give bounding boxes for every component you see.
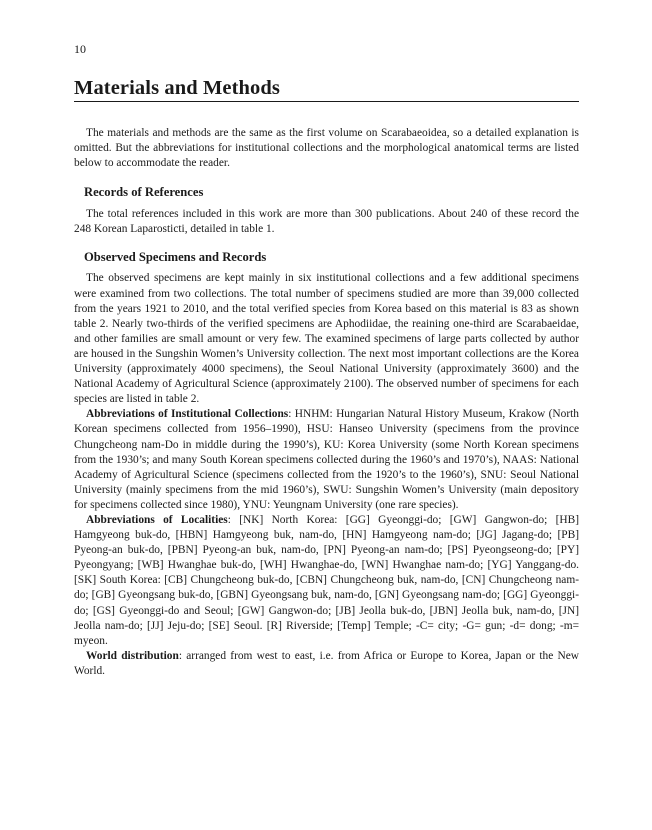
distribution-label: World distribution bbox=[86, 649, 179, 662]
localities-text: : [NK] North Korea: [GG] Gyeonggi-do; [GW] Gangwon-do; [HB] Hamgyeong buk-do, [HBN] Hamgyeong buk, nam-do, [HN] Hamgyeong nam-do; [JG] Jagang-do; [PB] Pyeong-an buk-do, [PBN] Pyeong-an buk, nam-do, [PN] Pyeong-an nam-do; [PS] Pyeongseong-do; [PY] Pyeongyang; [WB] Hwanghae buk-do, [WH] Hwanghae-do, [WN] Hwanghae nam-do; [YG] Yanggang-do. [SK] South Korea: [CB] Chungcheong buk-do, [CBN] Chungcheong buk, nam-do, [CN] Chungcheong nam-do; [GB] Gyeongsang buk-do, [GBN] Gyeongsang buk, nam-do, [GN] Gyeongsang nam-do; [GG] Gyeonggi-do; [GS] Gyeonggi-do and Seoul; [GW] Gangwon-do; [JB] Jeolla buk-do, [JBN] Jeolla buk, nam-do, [JN] Jeolla nam-do; [JJ] Jeju-do; [SE] Seoul. [R] Riverside; [Temp] Temple; -C= city; -G= gun; -d= dong; -m= myeon. bbox=[74, 513, 579, 647]
localities-label: Abbreviations of Localities bbox=[86, 513, 228, 526]
references-heading: Records of References bbox=[84, 185, 204, 200]
institutions-text: : HNHM: Hungarian Natural History Museum, Krakow (North Korean specimens collected from 1956–1990), HSU: Hanseo University (specimens from the province Chungcheong nam-Do in middle during the 1990’s), KU: Korea University (some North Korean specimens from the 1930’s; and many South Korean specimens collected during the 1960’s and 1970’s), NAAS: National Academy of Agricultural Science (specimens collected from the 1920’s to the 1960’s), SNU: Seoul National University (mainly specimens from the mid 1960’s), SWU: Sungshin Women’s University (main depository for specimens collected since 1980), YNU: Yeungnam University (one rare species). bbox=[74, 408, 579, 511]
chapter-title: Materials and Methods bbox=[74, 77, 280, 99]
specimens-heading: Observed Specimens and Records bbox=[84, 250, 267, 265]
institutions-paragraph bbox=[74, 407, 579, 513]
distribution-text: : arranged from west to east, i.e. from Africa or Europe to Korea, Japan or the New World. bbox=[74, 649, 579, 677]
distribution-paragraph bbox=[74, 649, 579, 679]
localities-paragraph bbox=[74, 513, 579, 649]
intro-paragraph: The materials and methods are the same as the first volume on Scarabaeoidea, so a detailed explanation is omitted. But the abbreviations for institutional collections and the morphological anatomical terms are listed below to accommodate the reader. bbox=[74, 127, 579, 170]
page-number: 10 bbox=[74, 42, 86, 56]
title-rule bbox=[74, 101, 579, 102]
body-text bbox=[74, 126, 579, 679]
specimens-paragraph: The observed specimens are kept mainly in six institutional collections and a few additional specimens were examined from two collections. The total number of specimens studied are more than 39,000 collected from the years 1921 to 2010, and the total verified species from Korea based on this material is 83 as shown table 2. Nearly two-thirds of the verified specimens are Aphodiidae, the reaining one-third are Scarabaeidae, and other families are small amount or very few. The examined specimens of large parts collected by author are housed in the Sungshin Women’s University collection. The next most important collections are the Korea University (approximately 4000 specimens), the Seoul National University (approximately 3600) and the National Academy of Agricultural Science (approximately 2100). The observed number of specimens for each species are listed in table 2. bbox=[74, 272, 579, 406]
institutions-label: Abbreviations of Institutional Collections bbox=[86, 408, 289, 421]
references-paragraph: The total references included in this work are more than 300 publications. About 240 of these record the 248 Korean Laparosticti, detailed in table 1. bbox=[74, 208, 579, 236]
